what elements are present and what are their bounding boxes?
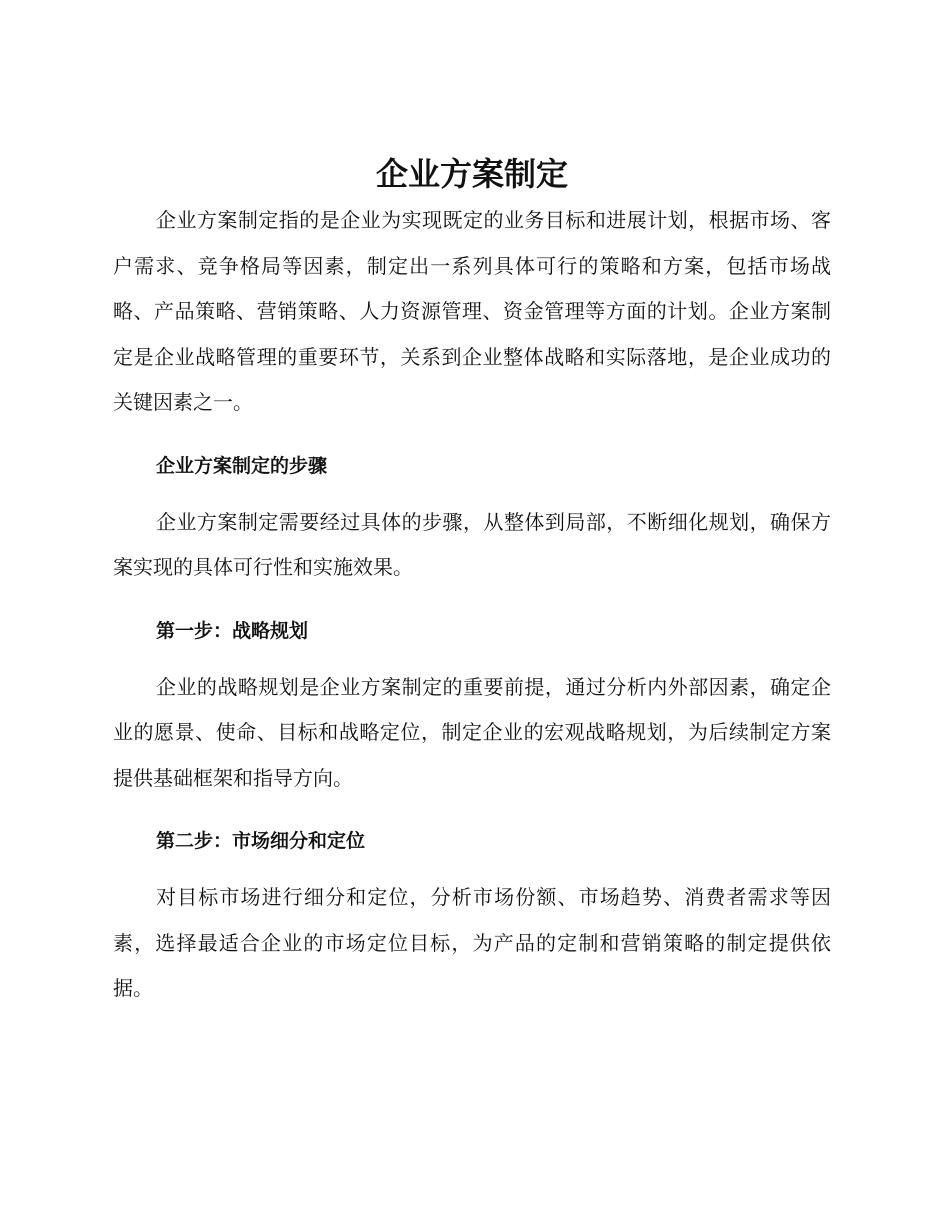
section-heading-step-two: 第二步：市场细分和定位 [156, 830, 366, 852]
section-paragraph-step-one: 企业的战略规划是企业方案制定的重要前提，通过分析内外部因素，确定企业的愿景、使命、目标和战略定位，制定企业的宏观战略规划，为后续制定方案提供基础框架和指导方向。 [113, 674, 831, 790]
document-title: 企业方案制定 [375, 155, 568, 193]
section-paragraph-steps: 企业方案制定需要经过具体的步骤，从整体到局部，不断细化规划，确保方案实现的具体可行性和实施效果。 [113, 509, 831, 579]
section-heading-steps: 企业方案制定的步骤 [156, 454, 328, 477]
intro-paragraph: 企业方案制定指的是企业为实现既定的业务目标和进展计划，根据市场、客户需求、竞争格局等因素，制定出一系列具体可行的策略和方案，包括市场战略、产品策略、营销策略、人力资源管理、资金管理等方面的计划。企业方案制定是企业战略管理的重要环节，关系到企业整体战略和实际落地，是企业成功的关键因素之一。 [113, 208, 831, 414]
section-heading-step-one: 第一步：战略规划 [156, 619, 309, 642]
document-body [113, 152, 831, 1012]
section-paragraph-step-two: 对目标市场进行细分和定位，分析市场份额、市场趋势、消费者需求等因素，选择最适合企业的市场定位目标，为产品的定制和营销策略的制定提供依据。 [113, 885, 831, 1000]
